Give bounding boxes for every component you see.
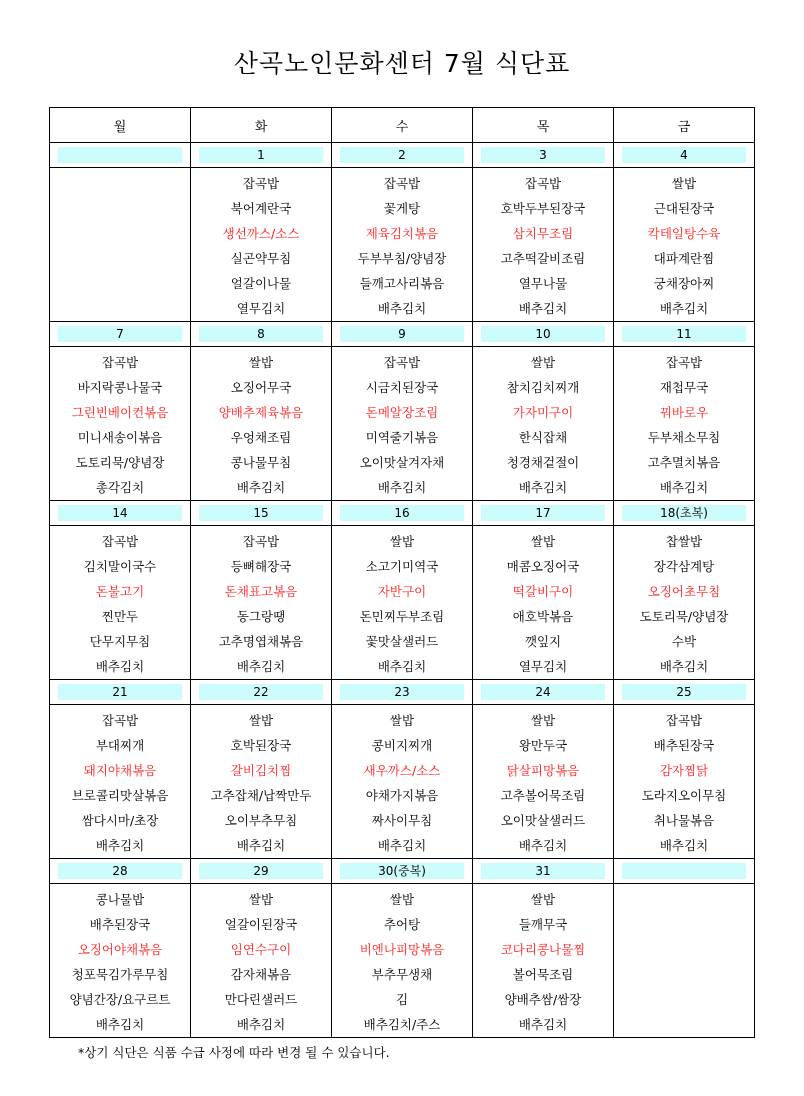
menu-item: 잡곡밥 [665,355,703,370]
menu-item: 미니새송이볶음 [77,430,163,445]
menu-item: 열무김치 [518,659,568,674]
menu-item: 열무나물 [518,276,568,291]
menu-item: 찹쌀밥 [665,534,703,549]
menu-item: 대파계란찜 [653,251,715,266]
date-cell [614,143,755,168]
date-label: 25 [622,684,746,700]
menu-item: 배추김치 [95,1017,145,1032]
main-dish-item: 감자찜닭 [659,763,709,778]
date-cell [614,859,755,884]
menu-item: 쌀밥 [248,355,274,370]
main-dish-item: 오징어야채볶음 [77,942,163,957]
day-menu-cell [614,168,755,322]
menu-item: 콩나물무침 [230,455,292,470]
menu-item: 배추된장국 [653,738,715,753]
date-label: 18(초복) [622,505,746,521]
menu-item: 콩나물밥 [95,892,145,907]
menu-item: 궁채장아찌 [653,276,715,291]
date-cell [614,501,755,526]
date-cell [614,680,755,705]
main-dish-item: 임연수구이 [230,942,292,957]
menu-item: 배추김치 [95,659,145,674]
menu-item: 배추김치 [659,480,709,495]
menu-item: 배추김치 [518,301,568,316]
menu-item: 쌀밥 [530,355,556,370]
menu-item: 바지락콩나물국 [77,380,163,395]
date-cell [191,322,332,347]
menu-item: 쌈다시마/초장 [81,813,159,828]
menu-item: 잡곡밥 [101,713,139,728]
menu-item: 꽃게탕 [383,201,421,216]
menu-item: 동그랑땡 [236,609,286,624]
date-label: 16 [340,505,464,521]
day-menu-cell [332,884,473,1038]
menu-item: 배추김치 [377,301,427,316]
date-label [622,863,746,879]
menu-item: 쌀밥 [530,892,556,907]
date-label: 17 [481,505,605,521]
menu-item: 배추김치 [377,838,427,853]
day-menu-cell [614,884,755,1038]
menu-item: 배추김치 [95,838,145,853]
main-dish-item: 제육김치볶음 [365,226,439,241]
date-cell [50,680,191,705]
date-cell [473,501,614,526]
menu-item: 야채가지볶음 [365,788,439,803]
menu-item: 열무김치 [236,301,286,316]
menu-item: 잡곡밥 [665,713,703,728]
date-cell [332,680,473,705]
date-cell [50,501,191,526]
date-label: 7 [58,326,182,342]
menu-table [49,107,755,1038]
day-menu-cell [50,705,191,859]
menu-item: 잡곡밥 [383,355,421,370]
menu-item: 잡곡밥 [383,176,421,191]
menu-item: 애호박볶음 [512,609,574,624]
menu-item: 오이맛살겨자채 [359,455,445,470]
menu-item: 들깨무국 [518,917,568,932]
menu-row [50,705,755,859]
date-cell [614,322,755,347]
menu-item: 고추볼어묵조림 [500,788,586,803]
date-row [50,859,755,884]
menu-item: 김 [395,992,409,1007]
main-dish-item: 그린빈베이컨볶음 [71,405,169,420]
day-menu-cell [50,347,191,501]
menu-item: 소고기미역국 [365,559,439,574]
date-row [50,143,755,168]
menu-item: 꽃맛살샐러드 [365,634,439,649]
main-dish-item: 칵테일탕수육 [647,226,721,241]
date-cell [191,680,332,705]
menu-item: 들깨고사리볶음 [359,276,445,291]
date-cell [191,859,332,884]
day-menu-cell [191,526,332,680]
day-menu-cell [332,526,473,680]
main-dish-item: 새우까스/소스 [363,763,441,778]
menu-item: 깻잎지 [524,634,562,649]
footnote: *상기 식단은 식품 수급 사정에 따라 변경 될 수 있습니다. [78,1045,390,1060]
menu-item: 쌀밥 [530,534,556,549]
weekday-header: 화 [191,108,332,143]
main-dish-item: 돈채표고볶음 [224,584,298,599]
menu-item: 볼어묵조림 [512,967,574,982]
date-label: 22 [199,684,323,700]
menu-item: 배추김치 [236,1017,286,1032]
day-menu-cell [614,705,755,859]
menu-item: 오이부추무침 [224,813,298,828]
menu-item: 배추김치 [659,659,709,674]
menu-item: 도토리묵/양념장 [639,609,729,624]
menu-item: 호박두부된장국 [500,201,586,216]
date-label: 21 [58,684,182,700]
day-menu-cell [50,884,191,1038]
menu-item: 북어계란국 [230,201,292,216]
date-label: 15 [199,505,323,521]
menu-item: 배추김치 [377,659,427,674]
menu-item: 배추김치 [518,480,568,495]
menu-item: 쌀밥 [530,713,556,728]
menu-item: 콩비지찌개 [371,738,433,753]
main-dish-item: 코다리콩나물찜 [500,942,586,957]
menu-item: 쌀밥 [389,534,415,549]
menu-item: 도라지오이무침 [641,788,727,803]
menu-item: 오이맛살샐러드 [500,813,586,828]
menu-item: 한식잡채 [518,430,568,445]
menu-item: 배추된장국 [89,917,151,932]
menu-item: 고추명엽채볶음 [218,634,304,649]
day-menu-cell [614,347,755,501]
menu-item: 얼갈이된장국 [224,917,298,932]
day-menu-cell [191,347,332,501]
date-cell [473,143,614,168]
menu-item: 배추김치 [236,838,286,853]
menu-item: 감자채볶음 [230,967,292,982]
menu-item: 배추김치 [518,1017,568,1032]
menu-item: 쌀밥 [248,713,274,728]
menu-item: 미역줄기볶음 [365,430,439,445]
date-cell [50,322,191,347]
menu-item: 양념간장/요구르트 [69,992,171,1007]
menu-item: 만다린샐러드 [224,992,298,1007]
menu-item: 잡곡밥 [242,534,280,549]
date-cell [473,322,614,347]
menu-item: 양배추쌈/쌈장 [504,992,582,1007]
date-cell [332,143,473,168]
main-dish-item: 돈불고기 [95,584,145,599]
day-menu-cell [332,347,473,501]
menu-row [50,526,755,680]
main-dish-item: 꿔바로우 [659,405,709,420]
date-label: 8 [199,326,323,342]
day-menu-cell [614,526,755,680]
menu-item: 김치말이국수 [83,559,157,574]
date-cell [50,859,191,884]
day-menu-cell [191,168,332,322]
date-row [50,501,755,526]
date-label: 2 [340,147,464,163]
main-dish-item: 자반구이 [377,584,427,599]
date-label: 3 [481,147,605,163]
menu-item: 잡곡밥 [524,176,562,191]
main-dish-item: 가자미구이 [512,405,574,420]
menu-item: 청포묵김가루무침 [71,967,169,982]
menu-item: 장각삼계탕 [653,559,715,574]
menu-item: 도토리묵/양념장 [75,455,165,470]
day-menu-cell [50,526,191,680]
day-menu-cell [473,168,614,322]
menu-item: 시금치된장국 [365,380,439,395]
date-label: 31 [481,863,605,879]
menu-item: 실곤약무침 [230,251,292,266]
menu-item: 짜사이무침 [371,813,433,828]
weekday-header: 목 [473,108,614,143]
menu-item: 브로콜리맛살볶음 [71,788,169,803]
day-menu-cell [473,526,614,680]
menu-item: 부추무생채 [371,967,433,982]
weekday-header: 금 [614,108,755,143]
menu-row [50,168,755,322]
date-cell [332,322,473,347]
weekday-header: 월 [50,108,191,143]
menu-item: 쌀밥 [389,892,415,907]
menu-row [50,347,755,501]
menu-item: 등뼈해장국 [230,559,292,574]
date-label [58,147,182,163]
menu-item: 추어탕 [383,917,421,932]
main-dish-item: 돈메알장조림 [365,405,439,420]
menu-item: 고추떡갈비조림 [500,251,586,266]
date-label: 30(중복) [340,863,464,879]
menu-item: 잡곡밥 [101,534,139,549]
menu-item: 돈민찌두부조림 [359,609,445,624]
day-menu-cell [473,884,614,1038]
date-label: 10 [481,326,605,342]
date-row [50,680,755,705]
date-cell [332,859,473,884]
main-dish-item: 갈비김치찜 [230,763,292,778]
day-menu-cell [473,347,614,501]
date-label: 24 [481,684,605,700]
date-cell [332,501,473,526]
menu-item: 오징어무국 [230,380,292,395]
menu-item: 배추김치 [377,480,427,495]
menu-item: 배추김치 [659,301,709,316]
date-row [50,322,755,347]
menu-item: 청경채겉절이 [506,455,580,470]
menu-item: 매콤오징어국 [506,559,580,574]
menu-row [50,884,755,1038]
menu-item: 배추김치 [659,838,709,853]
day-menu-cell [191,705,332,859]
weekday-header: 수 [332,108,473,143]
menu-item: 단무지무침 [89,634,151,649]
date-label: 11 [622,326,746,342]
menu-item: 부대찌개 [95,738,145,753]
menu-item: 재첩무국 [659,380,709,395]
main-dish-item: 생선까스/소스 [222,226,300,241]
menu-item: 수박 [671,634,697,649]
menu-item: 참치김치찌개 [506,380,580,395]
main-dish-item: 양배추제육볶음 [218,405,304,420]
menu-item: 근대된장국 [653,201,715,216]
main-dish-item: 돼지야채볶음 [83,763,157,778]
menu-item: 잡곡밥 [242,176,280,191]
date-cell [473,680,614,705]
day-menu-cell [473,705,614,859]
main-dish-item: 오징어초무침 [647,584,721,599]
menu-item: 잡곡밥 [101,355,139,370]
date-label: 9 [340,326,464,342]
menu-item: 왕만두국 [518,738,568,753]
menu-item: 쌀밥 [389,713,415,728]
menu-item: 우엉채조림 [230,430,292,445]
date-label: 23 [340,684,464,700]
menu-item: 총각김치 [95,480,145,495]
menu-item: 얼갈이나물 [230,276,292,291]
day-menu-cell [191,884,332,1038]
day-menu-cell [50,168,191,322]
date-cell [473,859,614,884]
day-menu-cell [332,168,473,322]
main-dish-item: 떡갈비구이 [512,584,574,599]
weekday-header-row [50,108,755,143]
date-label: 28 [58,863,182,879]
menu-item: 두부부침/양념장 [357,251,447,266]
date-cell [191,143,332,168]
menu-item: 두부채소무침 [647,430,721,445]
menu-item: 쌀밥 [248,892,274,907]
menu-item: 배추김치 [518,838,568,853]
menu-item: 배추김치 [236,480,286,495]
main-dish-item: 비엔나피망볶음 [359,942,445,957]
date-label: 29 [199,863,323,879]
menu-item: 고추멸치볶음 [647,455,721,470]
menu-item: 고추잡채/납짝만두 [210,788,312,803]
menu-item: 취나물볶음 [653,813,715,828]
menu-body [50,143,755,1038]
menu-item: 호박된장국 [230,738,292,753]
date-label: 4 [622,147,746,163]
date-label: 14 [58,505,182,521]
main-dish-item: 삼치무조림 [512,226,574,241]
date-cell [191,501,332,526]
menu-item: 쌀밥 [671,176,697,191]
menu-item: 배추김치 [236,659,286,674]
page-title: 산곡노인문화센터 7월 식단표 [233,49,571,78]
menu-item: 찐만두 [101,609,139,624]
date-cell [50,143,191,168]
date-label: 1 [199,147,323,163]
menu-item: 배추김치/주스 [363,1017,441,1032]
main-dish-item: 닭살피망볶음 [506,763,580,778]
day-menu-cell [332,705,473,859]
